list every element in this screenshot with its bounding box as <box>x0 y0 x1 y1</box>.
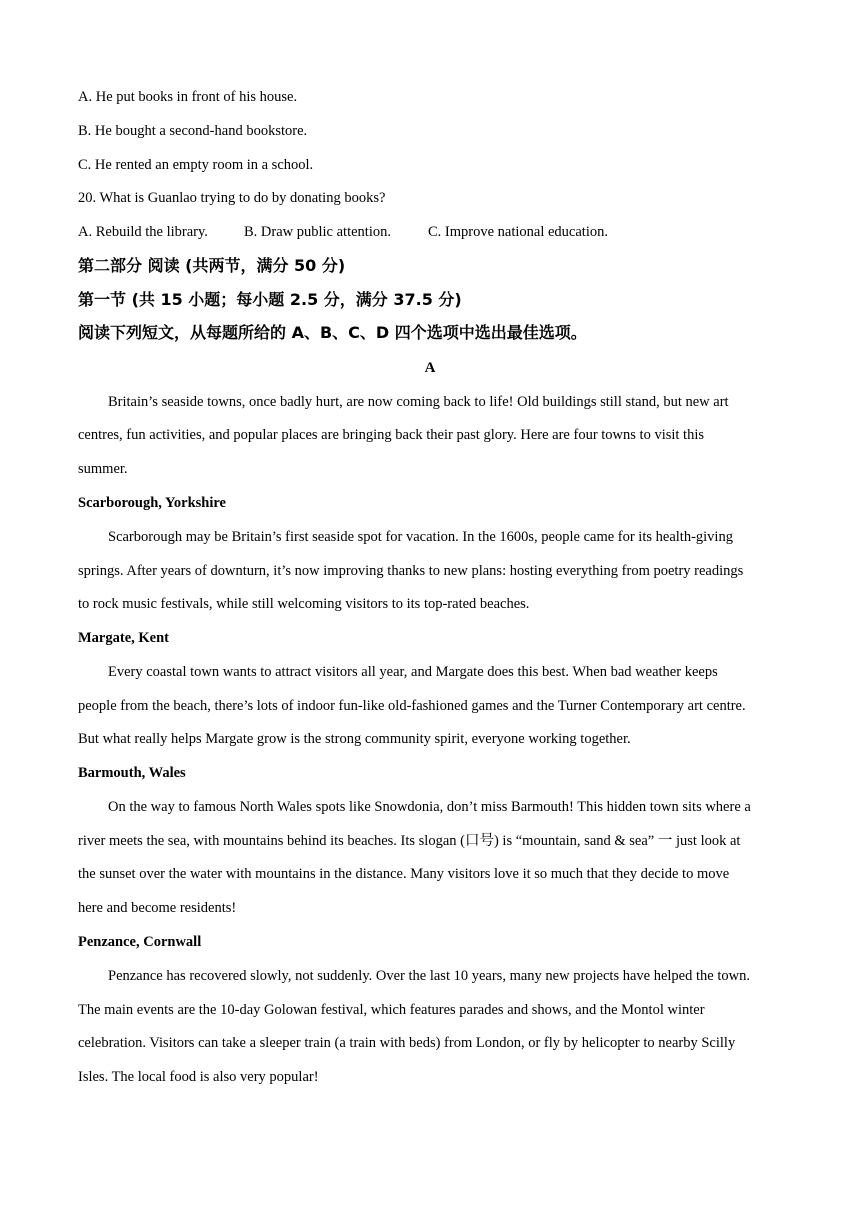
town-heading-scarborough: Scarborough, Yorkshire <box>78 495 226 511</box>
paragraph-line: people from the beach, there’s lots of indoor fun-like old-fashioned games and the Turner Contemporary art centre. <box>78 698 746 714</box>
q19-option-c: C. He rented an empty room in a school. <box>78 157 314 173</box>
paragraph-line: here and become residents! <box>78 900 237 916</box>
q19-option-a: A. He put books in front of his house. <box>78 89 298 105</box>
q19-option-b: B. He bought a second-hand bookstore. <box>78 123 308 139</box>
intro-line: centres, fun activities, and popular places are bringing back their past glory. Here are four towns to visit this <box>78 427 704 443</box>
paragraph-line: But what really helps Margate grow is the strong community spirit, everyone working together. <box>78 731 631 747</box>
paragraph-line: On the way to famous North Wales spots like Snowdonia, don’t miss Barmouth! This hidden town sits where a <box>108 799 751 815</box>
paragraph-line: Scarborough may be Britain’s first seaside spot for vacation. In the 1600s, people came for its health-giving <box>108 529 733 545</box>
paragraph-line: Isles. The local food is also very popular! <box>78 1069 319 1085</box>
paragraph-line: Every coastal town wants to attract visitors all year, and Margate does this best. When bad weather keeps <box>108 664 718 680</box>
town-heading-barmouth: Barmouth, Wales <box>78 765 186 781</box>
q20-options <box>78 222 798 242</box>
intro-line: Britain’s seaside towns, once badly hurt, are now coming back to life! Old buildings still stand, but new art <box>108 394 729 410</box>
passage-letter: A <box>424 360 436 376</box>
q20-option-b: B. Draw public attention. <box>244 224 391 240</box>
intro-line: summer. <box>78 461 128 477</box>
q20-question: 20. What is Guanlao trying to do by donating books? <box>78 190 386 206</box>
paragraph-line: river meets the sea, with mountains behind its beaches. Its slogan (口号) is “mountain, sand & sea” 一 just look at <box>78 833 741 849</box>
reading-instruction: 阅读下列短文，从每题所给的 A、B、C、D 四个选项中选出最佳选项。 <box>78 323 587 342</box>
town-heading-penzance: Penzance, Cornwall <box>78 934 202 950</box>
paragraph-line: springs. After years of downturn, it’s now improving thanks to new plans: hosting everything from poetry readings <box>78 563 744 579</box>
paragraph-line: Penzance has recovered slowly, not suddenly. Over the last 10 years, many new projects have helped the town. <box>108 968 750 984</box>
paragraph-line: celebration. Visitors can take a sleeper train (a train with beds) from London, or fly by helicopter to nearby Scilly <box>78 1035 736 1051</box>
q20-option-a: A. Rebuild the library. <box>78 224 208 240</box>
paragraph-line: to rock music festivals, while still welcoming visitors to its top-rated beaches. <box>78 596 530 612</box>
part-two-title: 第二部分 阅读 (共两节，满分 50 分) <box>78 256 346 275</box>
town-heading-margate: Margate, Kent <box>78 630 169 646</box>
paragraph-line: the sunset over the water with mountains in the distance. Many visitors love it so much that they decide to move <box>78 866 730 882</box>
q20-option-c: C. Improve national education. <box>428 224 608 240</box>
paragraph-line: The main events are the 10-day Golowan festival, which features parades and shows, and the Montol winter <box>78 1002 705 1018</box>
section-one-title: 第一节 (共 15 小题；每小题 2.5 分，满分 37.5 分) <box>78 290 462 309</box>
